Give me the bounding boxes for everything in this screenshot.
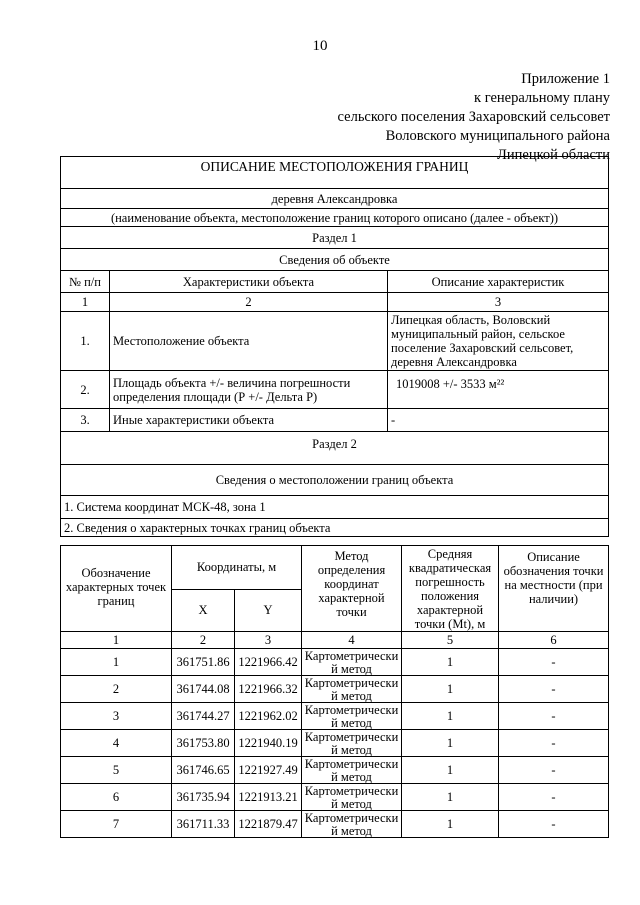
col-number: 1 bbox=[61, 632, 172, 649]
point-x: 361735.94 bbox=[172, 784, 235, 811]
point-id: 4 bbox=[61, 730, 172, 757]
col-header-description: Описание характеристик bbox=[388, 271, 609, 293]
point-mt: 1 bbox=[402, 784, 499, 811]
point-method-text: Картометрический метод bbox=[304, 757, 399, 783]
point-y: 1221966.42 bbox=[235, 649, 302, 676]
point-y: 1221962.02 bbox=[235, 703, 302, 730]
point-mt: 1 bbox=[402, 676, 499, 703]
point-method-text: Картометрический метод bbox=[304, 649, 399, 675]
header-y: Y bbox=[235, 589, 302, 632]
point-y: 1221966.32 bbox=[235, 676, 302, 703]
coordinate-system: 1. Система координат МСК-48, зона 1 bbox=[61, 496, 609, 519]
header-accuracy: Средняя квадратическая погрешность положения характерной точки (Mt), м bbox=[402, 546, 499, 632]
point-mt: 1 bbox=[402, 757, 499, 784]
row-value: - bbox=[388, 409, 609, 432]
point-y: 1221913.21 bbox=[235, 784, 302, 811]
point-mt: 1 bbox=[402, 730, 499, 757]
point-method-text: Картометрический метод bbox=[304, 784, 399, 810]
appendix-line: к генеральному плану bbox=[474, 90, 610, 106]
table-row bbox=[61, 730, 609, 757]
point-y: 1221927.49 bbox=[235, 757, 302, 784]
point-method bbox=[302, 757, 402, 784]
point-id: 7 bbox=[61, 811, 172, 838]
point-method bbox=[302, 811, 402, 838]
section2-label: Раздел 2 bbox=[61, 432, 609, 465]
appendix-line: Воловского муниципального района bbox=[385, 128, 610, 144]
row-number: 2. bbox=[61, 371, 110, 409]
table-row bbox=[61, 312, 609, 371]
point-y: 1221879.47 bbox=[235, 811, 302, 838]
row-name: Местоположение объекта bbox=[110, 312, 388, 371]
points-table bbox=[60, 545, 609, 838]
point-method bbox=[302, 730, 402, 757]
point-method bbox=[302, 703, 402, 730]
header-coordinates: Координаты, м bbox=[172, 546, 302, 590]
appendix-line: Липецкой области bbox=[497, 147, 610, 163]
point-desc: - bbox=[499, 676, 609, 703]
table-row bbox=[61, 757, 609, 784]
points-heading: 2. Сведения о характерных точках границ объекта bbox=[61, 519, 609, 537]
point-id: 2 bbox=[61, 676, 172, 703]
table-row bbox=[61, 811, 609, 838]
col-number: 5 bbox=[402, 632, 499, 649]
point-method-text: Картометрический метод bbox=[304, 730, 399, 756]
col-header-num: № п/п bbox=[61, 271, 110, 293]
point-method bbox=[302, 676, 402, 703]
point-desc: - bbox=[499, 649, 609, 676]
point-id: 6 bbox=[61, 784, 172, 811]
row-number: 3. bbox=[61, 409, 110, 432]
header-point: Обозначение характерных точек границ bbox=[61, 546, 172, 632]
point-method-text: Картометрический метод bbox=[304, 676, 399, 702]
table-row bbox=[61, 703, 609, 730]
point-y: 1221940.19 bbox=[235, 730, 302, 757]
section1-heading: Сведения об объекте bbox=[61, 249, 609, 271]
appendix-line: сельского поселения Захаровский сельсовет bbox=[337, 109, 610, 125]
col-number: 3 bbox=[388, 293, 609, 312]
section2-heading: Сведения о местоположении границ объекта bbox=[61, 465, 609, 496]
point-mt: 1 bbox=[402, 811, 499, 838]
point-x: 361753.80 bbox=[172, 730, 235, 757]
point-x: 361744.08 bbox=[172, 676, 235, 703]
table-row bbox=[61, 676, 609, 703]
row-value: Липецкая область, Воловский муниципальный район, сельское поселение Захаровский сельсовет, деревня Александровка bbox=[388, 312, 609, 371]
point-mt: 1 bbox=[402, 703, 499, 730]
col-number: 6 bbox=[499, 632, 609, 649]
point-x: 361744.27 bbox=[172, 703, 235, 730]
point-id: 5 bbox=[61, 757, 172, 784]
header-description: Описание обозначения точки на местности (при наличии) bbox=[499, 546, 609, 632]
row-number: 1. bbox=[61, 312, 110, 371]
point-x: 361751.86 bbox=[172, 649, 235, 676]
col-number: 1 bbox=[61, 293, 110, 312]
row-name: Площадь объекта +/- величина погрешности определения площади (Р +/- Дельта Р) bbox=[110, 371, 388, 409]
point-desc: - bbox=[499, 784, 609, 811]
appendix-line: Приложение 1 bbox=[521, 71, 610, 87]
point-x: 361711.33 bbox=[172, 811, 235, 838]
header-method: Метод определения координат характерной точки bbox=[302, 546, 402, 632]
point-id: 3 bbox=[61, 703, 172, 730]
table-row bbox=[61, 371, 609, 409]
col-number: 2 bbox=[172, 632, 235, 649]
document-title: ОПИСАНИЕ МЕСТОПОЛОЖЕНИЯ ГРАНИЦ bbox=[61, 157, 609, 189]
point-desc: - bbox=[499, 730, 609, 757]
point-method-text: Картометрический метод bbox=[304, 811, 399, 837]
point-mt: 1 bbox=[402, 649, 499, 676]
point-method bbox=[302, 784, 402, 811]
appendix-header bbox=[338, 70, 610, 165]
object-note: (наименование объекта, местоположение границ которого описано (далее - объект)) bbox=[61, 209, 609, 227]
row-value: 1019008 +/- 3533 м²² bbox=[388, 371, 609, 409]
point-desc: - bbox=[499, 703, 609, 730]
col-number: 3 bbox=[235, 632, 302, 649]
col-header-characteristic: Характеристики объекта bbox=[110, 271, 388, 293]
col-number: 4 bbox=[302, 632, 402, 649]
object-name: деревня Александровка bbox=[61, 189, 609, 209]
point-method bbox=[302, 649, 402, 676]
table-row bbox=[61, 409, 609, 432]
point-id: 1 bbox=[61, 649, 172, 676]
object-info-table bbox=[60, 156, 609, 537]
page-number: 10 bbox=[312, 38, 328, 54]
point-method-text: Картометрический метод bbox=[304, 703, 399, 729]
table-row bbox=[61, 784, 609, 811]
header-x: X bbox=[172, 589, 235, 632]
section1-label: Раздел 1 bbox=[61, 227, 609, 249]
row-name: Иные характеристики объекта bbox=[110, 409, 388, 432]
table-row bbox=[61, 649, 609, 676]
point-desc: - bbox=[499, 757, 609, 784]
col-number: 2 bbox=[110, 293, 388, 312]
point-desc: - bbox=[499, 811, 609, 838]
point-x: 361746.65 bbox=[172, 757, 235, 784]
